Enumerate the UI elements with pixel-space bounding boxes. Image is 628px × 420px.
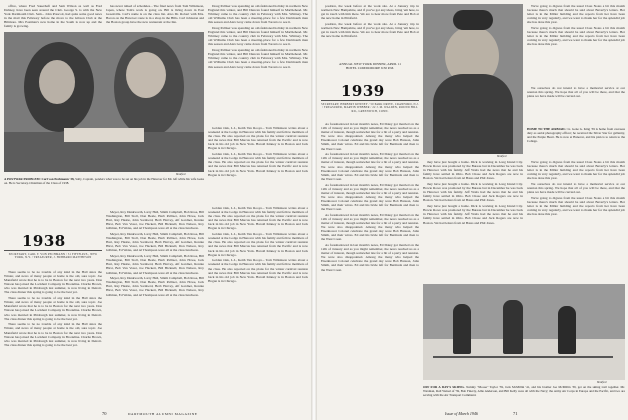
right-col3-mid-text: We're going to digress from the usual Class Notes a bit this month because there's much that should be said about Beverly's letters. Her letter is in the Miller building and the reports from her have been coming in very regularly, and we want to thank her for the splendid job she has done this year. We ourselves do not intend to have a memorial service at our reunion this spring. We hope that all of you will be there, and that the plans we have made will be carried out. We're going to digress from the usual Class Notes a bit this month because there's much that should be said about Beverly's letters. Her letter is in the Miller building and the reports from her have been coming in very regularly, and we want to thank her for the splendid job she has done this year. bbox=[527, 160, 625, 217]
left-col1-top-text: office, where Fred Sauerhaft and Sam Wilson as well as Fred Dabney, have been seen around the Club. George S. is with the New York Dartmouth Club. Sam... John Prescott, had quite some good news in the mail this February before the move to the Gibson Club at the Biltmore. Mrs Eastman's new home in the South is now up and the family is growing. bbox=[4, 4, 102, 29]
right-folio: 71 bbox=[513, 411, 518, 416]
dinner-announcement bbox=[321, 62, 419, 74]
right-col1-top-text: position, the week before at the work site. At a January trip in northern New Hampshire, and if you've got any ideas, bring 'em here, to get in touch with him there. We are to hear more from Pete and Bob at the new home in Pittsfield. position, the week before at the work site. At a January trip in northern New Hampshire, and if you've got any ideas, bring 'em here, to get in touch with him there. We are to hear more from Pete and Bob at the new home in Pittsfield. bbox=[321, 4, 419, 39]
left-photo-caption bbox=[4, 178, 204, 186]
left-rule bbox=[4, 250, 102, 251]
airman-caption-rest: Lt. Gene G. King '39 is home from overseas duty as aerial photography officer; he received the Silver Star for gallantry, and the Purple Heart. He is now at Hanover, and his plan is to return to the College. bbox=[527, 127, 626, 143]
right-col1-bottom-text: As foreshadowed in last month's notes, Ed Daley got married on the 12th of January and as you might remember, the news reached us as a matter of interest, though somewhat late for a bit of a party and reunion. We were also disappointed. Among the many who helped the Eisenhower Colonel celebrate the grand day were Bob Hanson, John Smith, and their wives. Ed and his bride left for Bermuda and then to the West Coast. As foreshadowed in last month's notes, Ed Daley got married on the 12th of January and as you might remember, the news reached us as a matter of interest, though somewhat late for a bit of a party and reunion. We were also disappointed. Among the many who helped the Eisenhower Colonel celebrate the grand day were Bob Hanson, John Smith, and their wives. Ed and his bride left for Bermuda and then to the West Coast. As foreshadowed in last month's notes, Ed Daley got married on the 12th of January and as you might remember, the news reached us as a matter of interest, though somewhat late for a bit of a party and reunion. We were also disappointed. Among the many who helped the Eisenhower Colonel celebrate the grand day were Bob Hanson, John Smith, and their wives. Ed and his bride left for Bermuda and then to the West Coast. As foreshadowed in last month's notes, Ed Daley got married on the 12th of January and as you might remember, the news reached us as a matter of interest, though somewhat late for a bit of a party and reunion. We were also disappointed. Among the many who helped the Eisenhower Colonel celebrate the grand day were Bob Hanson, John Smith, and their wives. Ed and his bride left for Bermuda and then to the West Coast. As foreshadowed in last month's notes, Ed Daley got married on the 12th of January and as you might remember, the news reached us as a matter of interest, though somewhat late for a bit of a party and reunion. We were also disappointed. Among the many who helped the Eisenhower Colonel celebrate the grand day were Bob Hanson, John Smith, and their wives. Ed and his bride left for Bermuda and then to the West Coast. bbox=[321, 122, 419, 272]
left-col1-bottom-text: There seems to be no trouble of any kind in the Hall since the Winter, and news of many people at home is the old, sure topic. Joe Mansfield wrote that he is to be in Boston for the next two years. Don Watson has joined the Lockhart Company in Brookline. Charlie Brown, who was married in Pittsburgh last summer, is now living in Detroit. The class dinner this spring is going to be the best yet. There seems to be no trouble of any kind in the Hall since the Winter, and news of many people at home is the old, sure topic. Joe Mansfield wrote that he is to be in Boston for the next two years. Don Watson has joined the Lockhart Company in Brookline. Charlie Brown, who was married in Pittsburgh last summer, is now living in Detroit. The class dinner this spring is going to be the best yet. There seems to be no trouble of any kind in the Hall since the Winter, and news of many people at home is the old, sure topic. Joe Mansfield wrote that he is to be in Boston for the next two years. Don Watson has joined the Lockhart Company in Brookline. Charlie Brown, who was married in Pittsburgh last summer, is now living in Detroit. The class dinner this spring is going to be the best yet. bbox=[4, 270, 102, 347]
skiing-photo-credit: Bradford bbox=[597, 381, 607, 384]
left-col3-mid-text: Golden Oak, L.I., Keith Van Rooye... Tom Wilkinson writes about a weekend at the Lodge in Hanover with his family and fellow members of the class. He also reported on the plans for the winter carnival reunion and the news that Bill Marcus has returned from the Pacific and is now back in his old job in New York. Harold Kinney is in Boston and Jack Hogan is in Chicago. Golden Oak, L.I., Keith Van Rooye... Tom Wilkinson writes about a weekend at the Lodge in Hanover with his family and fellow members of the class. He also reported on the plans for the winter carnival reunion and the news that Bill Marcus has returned from the Pacific and is now back in his old job in New York. Harold Kinney is in Boston and Jack Hogan is in Chicago. bbox=[208, 126, 308, 177]
left-photo-credit: Bradford bbox=[176, 173, 186, 176]
dinner-line-1: ANNUAL NEW YORK DINNER, APRIL 11 bbox=[339, 62, 401, 66]
right-col3-top-text: We're going to digress from the usual Class Notes a bit this month because there's much that should be said about Beverly's letters. Her letter is in the Miller building and the reports from her have been coming in very regularly, and we want to thank her for the splendid job she has done this year. We're going to digress from the usual Class Notes a bit this month because there's much that should be said about Beverly's letters. Her letter is in the Miller building and the reports from her have been coming in very regularly, and we want to thank her for the splendid job she has done this year. bbox=[527, 4, 625, 47]
left-col3-bottom-text: Golden Oak, L.I., Keith Van Rooye... Tom Wilkinson writes about a weekend at the Lodge in Hanover with his family and fellow members of the class. He also reported on the plans for the winter carnival reunion and the news that Bill Marcus has returned from the Pacific and is now back in his old job in New York. Harold Kinney is in Boston and Jack Hogan is in Chicago. Golden Oak, L.I., Keith Van Rooye... Tom Wilkinson writes about a weekend at the Lodge in Hanover with his family and fellow members of the class. He also reported on the plans for the winter carnival reunion and the news that Bill Marcus has returned from the Pacific and is now back in his old job in New York. Harold Kinney is in Boston and Jack Hogan is in Chicago. Golden Oak, L.I., Keith Van Rooye... Tom Wilkinson writes about a weekend at the Lodge in Hanover with his family and fellow members of the class. He also reported on the plans for the winter carnival reunion and the news that Bill Marcus has returned from the Pacific and is now back in his old job in New York. Harold Kinney is in Boston and Jack Hogan is in Chicago. bbox=[208, 206, 308, 283]
issue-label: Issue of March 1946 bbox=[445, 411, 478, 416]
right-rule bbox=[321, 100, 419, 101]
airman-photo bbox=[423, 4, 523, 154]
left-photo-caption-lead: A POSTWAR PROBLEM: Carl von Pechmann '38, bbox=[4, 177, 75, 181]
airman-photo-caption bbox=[527, 128, 625, 144]
left-col3-top-text: Doug Palliser was spending an old-fashioned holiday in northern New England this winter, and Bill Duncan found himself in Marblehead. Mr. Whitney came to the country club in February with Mrs. Whitney. The old Williams Club has been a meeting-place for a few Dartmouth men this season and Alex Gray came down from Toronto to see it. Doug Palliser was spending an old-fashioned holiday in northern New England this winter, and Bill Duncan found himself in Marblehead. Mr. Whitney came to the country club in February with Mrs. Whitney. The old Williams Club has been a meeting-place for a few Dartmouth men this season and Alex Gray came down from Toronto to see it. Doug Palliser was spending an old-fashioned holiday in northern New England this winter, and Bill Duncan found himself in Marblehead. Mr. Whitney came to the country club in February with Mrs. Whitney. The old Williams Club has been a meeting-place for a few Dartmouth men this season and Alex Gray came down from Toronto to see it. bbox=[208, 4, 308, 69]
left-photo-caption-rest: Sally, Captain, ponders what was to be set on his job in the Hanover for Mr. left while his wife looks on. He is Secretary-Chairman of the Class of 1938. bbox=[4, 177, 205, 185]
airman-photo-credit: Bradford bbox=[497, 155, 507, 158]
dinner-line-2: HOTEL COMMODORE 6:30 P.M. bbox=[345, 66, 395, 71]
right-page bbox=[317, 0, 628, 420]
left-page bbox=[0, 0, 311, 420]
class-year-1938: 1938 bbox=[22, 232, 66, 250]
class-1939-officers: SECRETARY, HERBERT KENNEY / 50 PARK DRIVE, CRANFORD, N.J. / TREASURER, MARTIN WEBBER / 22 J. M. WALDEN, ROUND HILL RD., GREENWICH, CONN. bbox=[321, 103, 419, 113]
class-1938-officers: SECRETARY, CARL F. VON PECHMANN / 31 FIFTH AVE., NEW YORK, N.Y. / TREASURER, J. HUBBARD MATTHESON bbox=[8, 253, 98, 260]
left-col2-top-text: has never talked of schedules... The final news from Tom Wilkinson, Japan, where Tom's work is going on. Bill is living down in East Greenville. Carl's name is on the class list. Also Dr. Robert with Mrs. Bacon on the Hanover route is in a shop in the Hills. Carl Johnston and the Boston group have the new restaurant at the Inn. bbox=[106, 4, 204, 25]
airman-caption-lead: HOME TO THE AIRMAIL: bbox=[527, 127, 567, 131]
class-year-1939: 1939 bbox=[341, 82, 385, 100]
skiing-caption-rest: Tommy "Moose" Taylor '39, Jack McMillin '41, and his brother Joe McMillin '39, get on the skiing trail together. Mr. Waxman, Roll Weisel of '39, Bob Finerty, Allie Anderson, and Bill Kelly were all with the Navy; the Army Air Corps in Europe and the Pacific, and two are serving with the Air Transport Command. bbox=[423, 385, 625, 397]
left-folio: 70 bbox=[102, 411, 107, 416]
left-col2-bottom-text: Meyer, Roy Dunkworth, Larry Hall, Smith Campbell, Bob Rose, Bill Washington, Bill Stoll, Don Beale, Herb Palliser, John Howe, Jack Hart, Ray Hastie, John Sornberd, Herb Harvey, Alf Gardner, Ronnie Hirst, Bob Van Voast, Joe Hackett, Bill Bicknell, Don Nelson, Roy Gillman, Ed Weiss, and Al Thompson were all at the class luncheon. Meyer, Roy Dunkworth, Larry Hall, Smith Campbell, Bob Rose, Bill Washington, Bill Stoll, Don Beale, Herb Palliser, John Howe, Jack Hart, Ray Hastie, John Sornberd, Herb Harvey, Alf Gardner, Ronnie Hirst, Bob Van Voast, Joe Hackett, Bill Bicknell, Don Nelson, Roy Gillman, Ed Weiss, and Al Thompson were all at the class luncheon. Meyer, Roy Dunkworth, Larry Hall, Smith Campbell, Bob Rose, Bill Washington, Bill Stoll, Don Beale, Herb Palliser, John Howe, Jack Hart, Ray Hastie, John Sornberd, Herb Harvey, Alf Gardner, Ronnie Hirst, Bob Van Voast, Joe Hackett, Bill Bicknell, Don Nelson, Roy Gillman, Ed Weiss, and Al Thompson were all at the class luncheon. Meyer, Roy Dunkworth, Larry Hall, Smith Campbell, Bob Rose, Bill Washington, Bill Stoll, Don Beale, Herb Palliser, John Howe, Jack Hart, Ray Hastie, John Sornberd, Herb Harvey, Alf Gardner, Ronnie Hirst, Bob Van Voast, Joe Hackett, Bill Bicknell, Don Nelson, Roy Gillman, Ed Weiss, and Al Thompson were all at the class luncheon. bbox=[106, 210, 204, 297]
skiing-photo-caption bbox=[423, 386, 625, 398]
magazine-name: DARTMOUTH ALUMNI MAGAZINE bbox=[128, 411, 198, 416]
right-col3-list-text: We ourselves do not intend to have a memorial service at our reunion this spring. We hope that all of you will be there, and that the plans we have made will be carried out. bbox=[527, 86, 625, 99]
skiing-photo bbox=[423, 284, 625, 380]
right-col2-mid-text: they have just bought a home. Dick is working in Long Island City. Howie Rowe was promoted by the Bureau but in December he was back in Hanover with his family. Jeff Watts had the news that he and his family have settled in Ohio. Bob Chase and Jack Rogers are now in Boston. We had letters from Al Bates and Phil Jones. they have just bought a home. Dick is working in Long Island City. Howie Rowe was promoted by the Bureau but in December he was back in Hanover with his family. Jeff Watts had the news that he and his family have settled in Ohio. Bob Chase and Jack Rogers are now in Boston. We had letters from Al Bates and Phil Jones. they have just bought a home. Dick is working in Long Island City. Howie Rowe was promoted by the Bureau but in December he was back in Hanover with his family. Jeff Watts had the news that he and his family have settled in Ohio. Bob Chase and Jack Rogers are now in Boston. We had letters from Al Bates and Phil Jones. bbox=[423, 160, 523, 225]
skiing-caption-lead: OFF FOR A DAY'S SKIING. bbox=[423, 385, 465, 389]
couple-photo bbox=[4, 32, 204, 172]
